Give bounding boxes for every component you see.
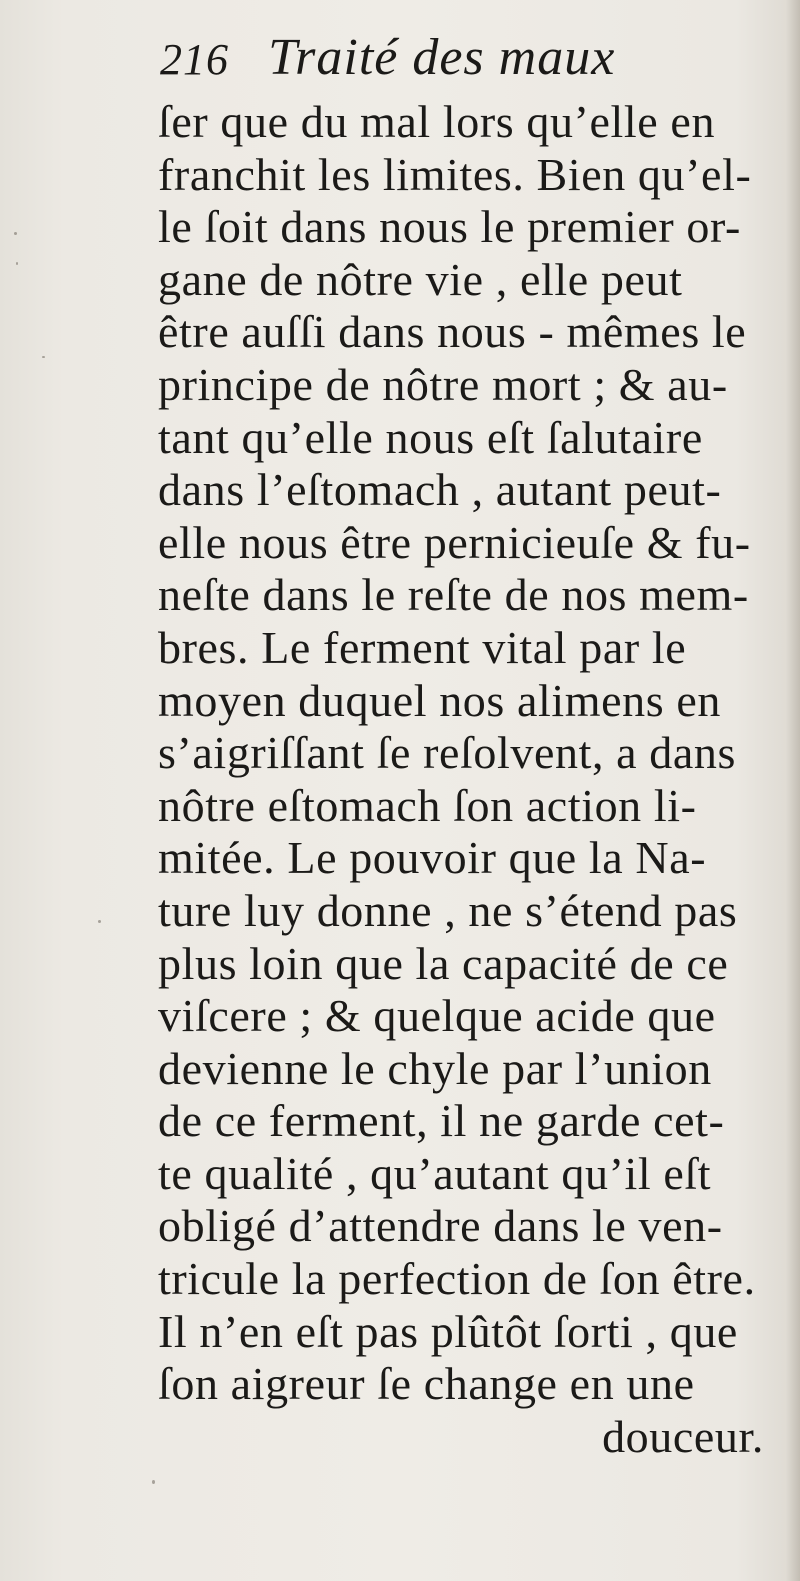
ink-speck xyxy=(16,262,18,265)
catchword: douceur. xyxy=(602,1410,764,1462)
text-line: te qualité , qu’autant qu’il eſt xyxy=(158,1147,712,1199)
text-line: tant qu’elle nous eſt ſalutaire xyxy=(158,411,703,463)
body-text xyxy=(158,96,790,1463)
text-line: tricule la perfection de ſon être. xyxy=(158,1253,756,1305)
page-number: 216 xyxy=(160,35,229,84)
running-title: Traité des maux xyxy=(268,29,616,86)
text-line: elle nous être pernicieuſe & fu- xyxy=(158,516,751,568)
text-line: ture luy donne , ne s’étend pas xyxy=(158,884,738,936)
text-line: nôtre eſtomach ſon action li- xyxy=(158,779,697,831)
running-header xyxy=(160,28,615,98)
text-line: ſon aigreur ſe change en une xyxy=(158,1358,695,1410)
text-line: gane de nôtre vie , elle peut xyxy=(158,253,683,305)
text-line: de ce ferment, il ne garde cet- xyxy=(158,1095,725,1147)
text-line: Il n’en eſt pas plûtôt ſorti , que xyxy=(158,1305,738,1357)
ink-speck xyxy=(98,920,101,923)
text-line: principe de nôtre mort ; & au- xyxy=(158,358,728,410)
text-line: bres. Le ferment vital par le xyxy=(158,621,687,673)
text-line: dans l’eſtomach , autant peut- xyxy=(158,464,722,516)
text-line: mitée. Le pouvoir que la Na- xyxy=(158,832,707,884)
text-line: être auſſi dans nous - mêmes le xyxy=(158,306,747,358)
text-line: moyen duquel nos alimens en xyxy=(158,674,721,726)
ink-speck xyxy=(14,232,17,235)
text-line: plus loin que la capacité de ce xyxy=(158,937,729,989)
ink-speck xyxy=(42,356,45,358)
text-line: franchit les limites. Bien qu’el- xyxy=(158,148,752,200)
text-line: viſcere ; & quelque acide que xyxy=(158,990,716,1042)
text-line: s’aigriſſant ſe reſolvent, a dans xyxy=(158,727,736,779)
text-line: ſer que du mal lors qu’elle en xyxy=(158,96,716,147)
text-line: neſte dans le reſte de nos mem- xyxy=(158,569,749,621)
text-line: obligé d’attendre dans le ven- xyxy=(158,1200,723,1252)
ink-speck xyxy=(152,1480,155,1484)
text-line: devienne le chyle par l’union xyxy=(158,1042,712,1094)
text-line: le ſoit dans nous le premier or- xyxy=(158,201,741,253)
